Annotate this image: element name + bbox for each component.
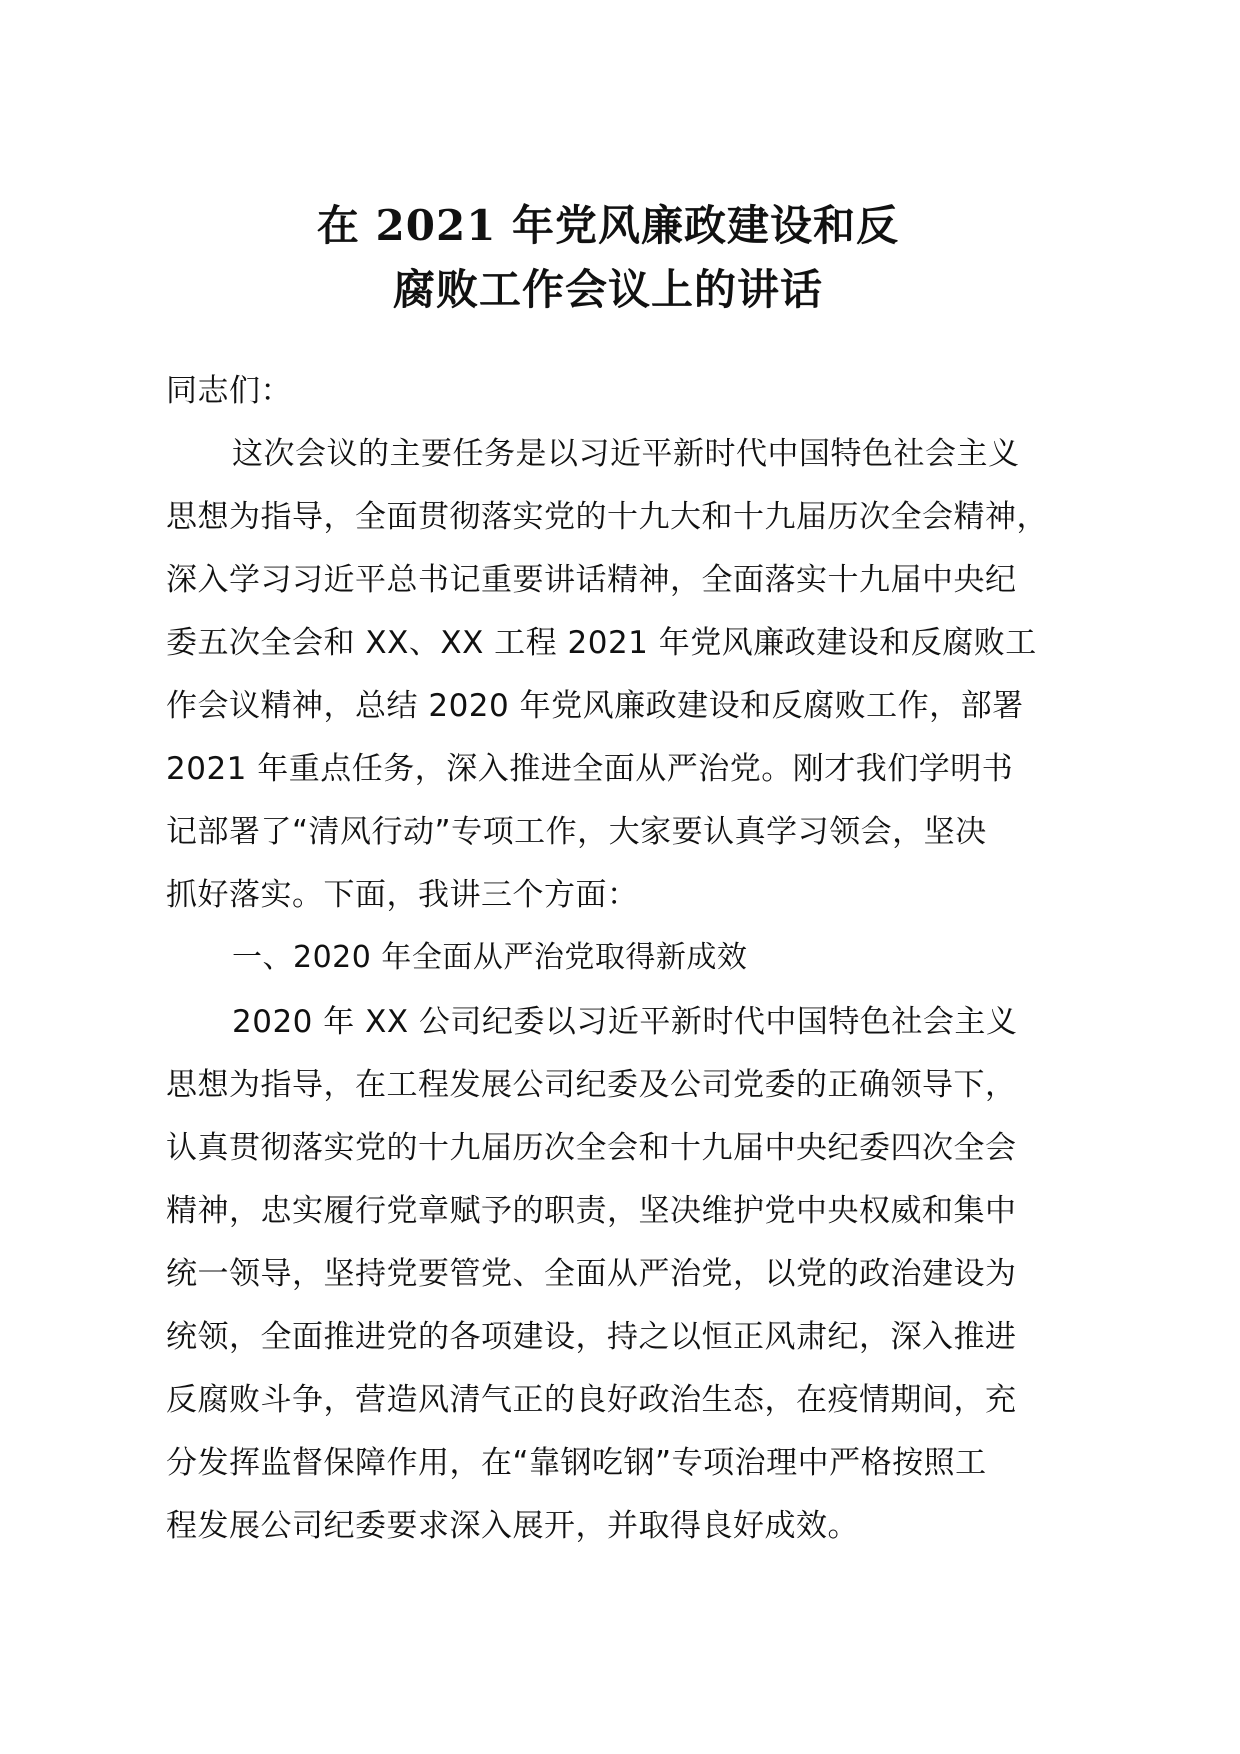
paragraph-line: 2020 年 XX 公司纪委以习近平新时代中国特色社会主义 (232, 1004, 1018, 1040)
paragraph-line: 认真贯彻落实党的十九届历次全会和十九届中央纪委四次全会 (166, 1130, 1017, 1166)
paragraph-line: 这次会议的主要任务是以习近平新时代中国特色社会主义 (232, 436, 1020, 472)
paragraph-line: 思想为指导，全面贯彻落实党的十九大和十九届历次全会精神， (166, 499, 1048, 535)
paragraph-line: 记部署了“清风行动”专项工作，大家要认真学习领会，坚决 (166, 814, 987, 850)
paragraph-line: 作会议精神，总结 2020 年党风廉政建设和反腐败工作，部署 (166, 688, 1024, 724)
document-title-line-1: 在 2021 年党风廉政建设和反 (316, 201, 900, 250)
paragraph-line: 反腐败斗争，营造风清气正的良好政治生态，在疫情期间，充 (166, 1382, 1017, 1418)
paragraph-line: 思想为指导，在工程发展公司纪委及公司党委的正确领导下， (166, 1067, 1017, 1103)
paragraph-line: 抓好落实。下面，我讲三个方面： (166, 877, 639, 913)
paragraph-line: 统一领导，坚持党要管党、全面从严治党，以党的政治建设为 (166, 1256, 1017, 1292)
paragraph-line: 2021 年重点任务，深入推进全面从严治党。刚才我们学明书 (166, 751, 1014, 787)
paragraph-line: 程发展公司纪委要求深入展开，并取得良好成效。 (166, 1508, 859, 1544)
paragraph-line: 委五次全会和 XX、XX 工程 2021 年党风廉政建设和反腐败工 (166, 625, 1037, 661)
paragraph-line: 分发挥监督保障作用，在“靠钢吃钢”专项治理中严格按照工 (166, 1445, 987, 1481)
salutation: 同志们： (166, 373, 292, 409)
paragraph-line: 深入学习习近平总书记重要讲话精神，全面落实十九届中央纪 (166, 562, 1017, 598)
section-heading: 一、2020 年全面从严治党取得新成效 (232, 940, 748, 975)
document-title-line-2: 腐败工作会议上的讲话 (392, 265, 823, 314)
paragraph-line: 统领，全面推进党的各项建设，持之以恒正风肃纪，深入推进 (166, 1319, 1017, 1355)
paragraph-line: 精神，忠实履行党章赋予的职责，坚决维护党中央权威和集中 (166, 1193, 1017, 1229)
